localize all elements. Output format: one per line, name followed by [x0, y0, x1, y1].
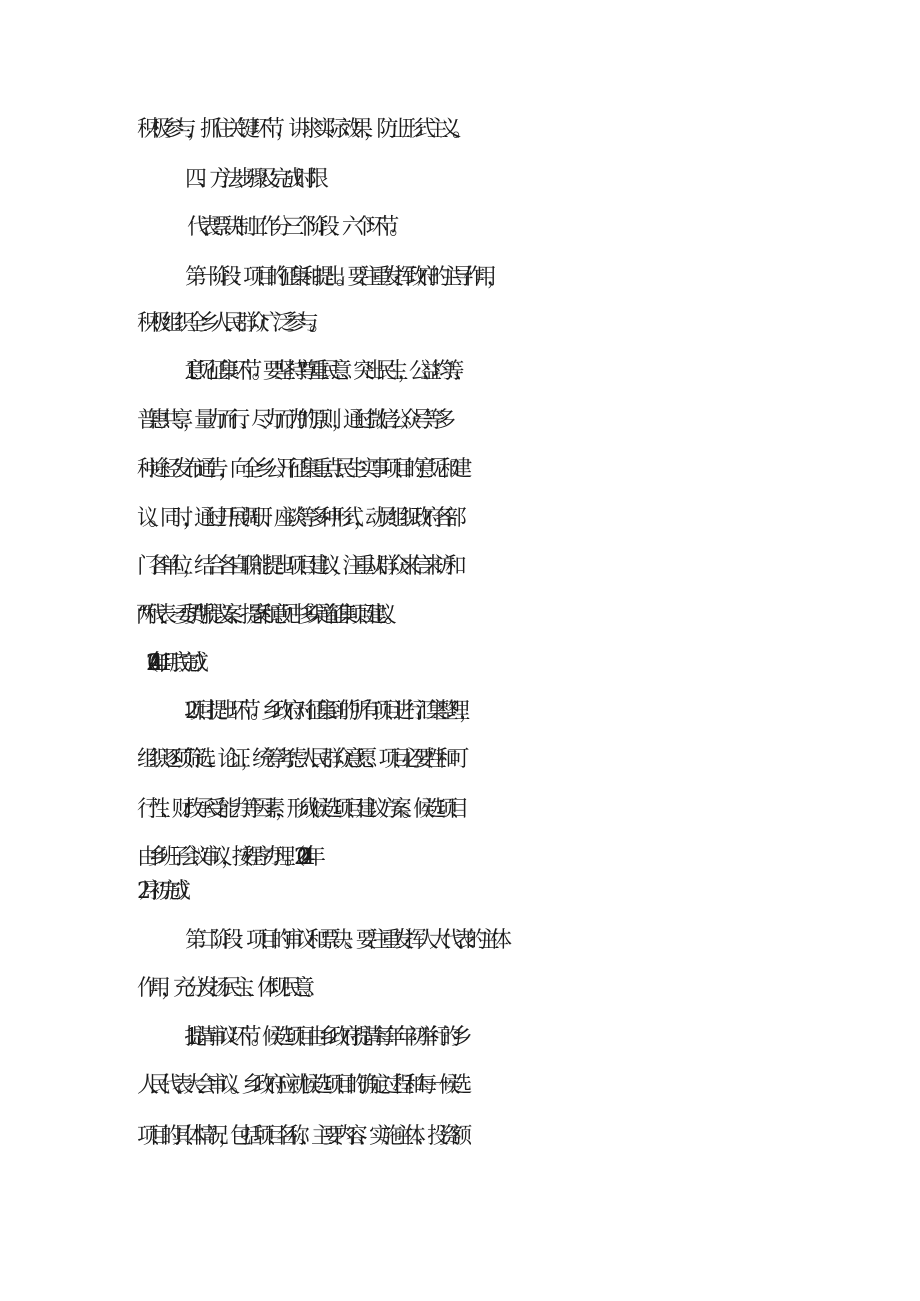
step-heading-line: 1.提请审议环节。候选项目由乡政府提请每年年初举行的乡	[185, 1025, 462, 1050]
text-line: 人民代表大会审议。乡政府应就候选项目的确定过程和每一候选	[137, 1073, 462, 1098]
section-heading: 四、方法步骤及完成时限	[185, 167, 320, 192]
text-line: “两代表一委员”所提议案、提案和意见中多渠道征集项目建议。	[137, 603, 394, 628]
text-line: 种途径发布通告，向全乡公开征集重点民生实事项目的意见和建	[137, 457, 462, 482]
text-line: 项目的具体情况，包括项目名称、主要内容、实施主体、投资额	[137, 1124, 462, 1149]
text-line: 普惠共享，量力而行、尽力而为”的原则，通过微信公众号等多	[137, 408, 446, 433]
step-heading-line: 2.项目提出环节。乡政府对征集到的所有项目进行汇集整理，	[185, 699, 470, 724]
deadline-note: （2024年1月底完成）	[137, 651, 205, 676]
text-line: 积极参与，抓住关键环节，讲求实际效果，防止形式主义。	[137, 117, 465, 142]
deadline-note: 2月初完成）	[137, 879, 189, 904]
text-line: 由乡班子会议审议，按程序办理。（2024年	[137, 845, 315, 870]
step-heading-line: 1.意见征集环节。要坚持“尊重民意、突出民生，公益均等、	[185, 359, 465, 384]
stage-heading-line: 第一阶段：项目的征集和提出。要注重发挥政府的主导作用，	[185, 265, 499, 290]
text-line: 积极组织全乡人民群众广泛参与。	[137, 311, 322, 336]
text-line: 门各单位，结合各自职能提出项目建议；注重从群众来信来访和	[137, 554, 457, 579]
text-line: 代表票决制工作分三个阶段、六个环节。	[187, 215, 402, 240]
text-line: 作用，充分发扬民主、体现民意。	[137, 976, 318, 1001]
text-line: 组织逐项筛选、论证，统筹考虑人民群众意愿、项目必要性和可	[137, 747, 460, 772]
stage-heading-line: 第二阶段：项目的审议和票决。要注重发挥人大代表的主体	[185, 928, 503, 953]
text-line: 议。同时，通过开展调研、座谈等多种形式，动员组织政府各部	[137, 506, 457, 531]
text-line: 行性、财政承受能力等因素，形成候选项目建议方案。候选项目	[137, 797, 460, 822]
